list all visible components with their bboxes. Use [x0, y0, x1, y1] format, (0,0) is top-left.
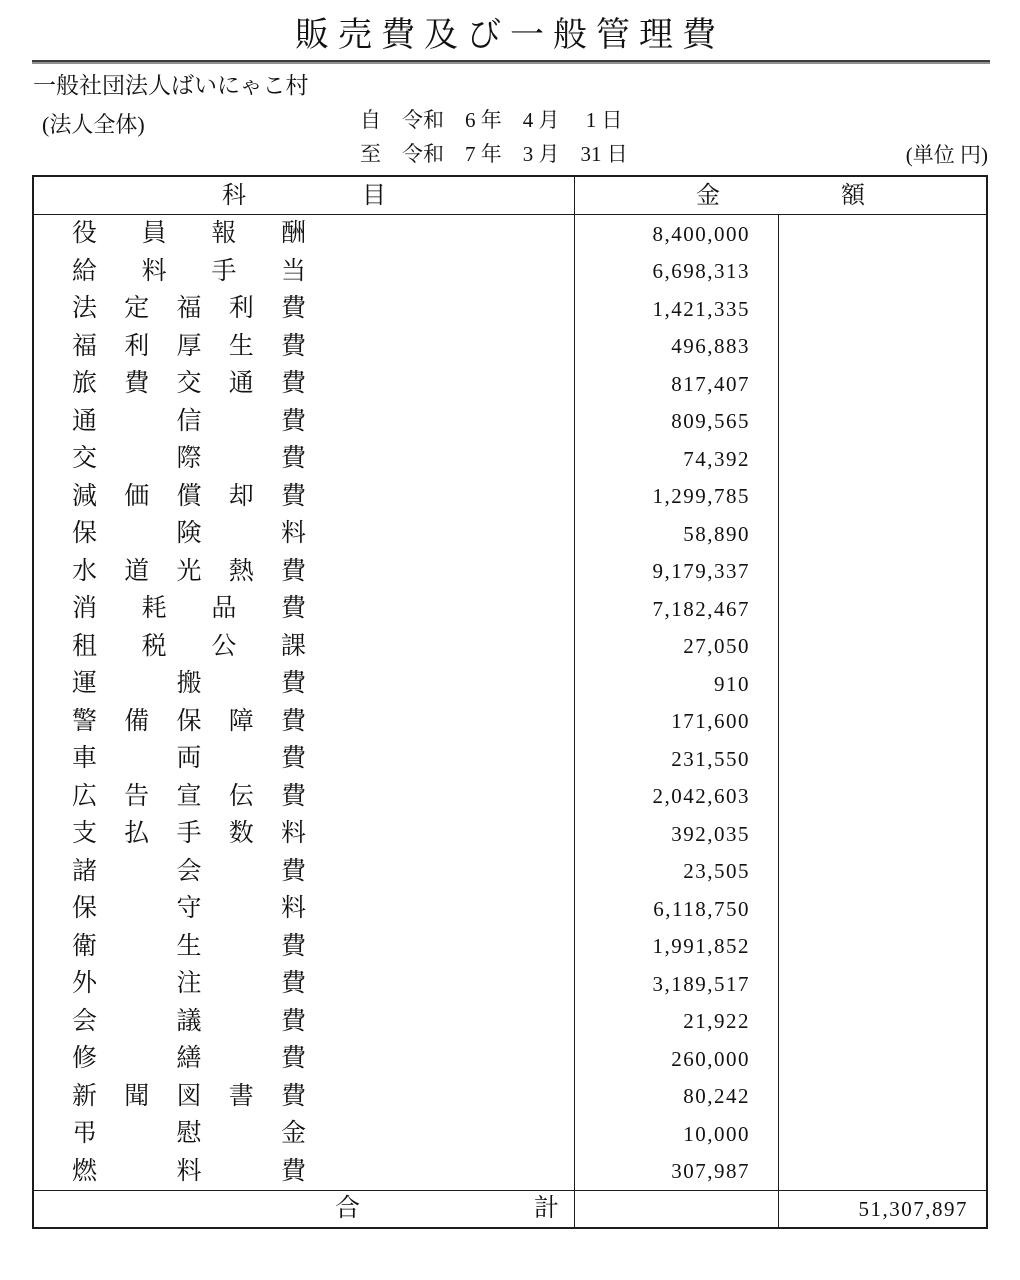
account-name-char: 保	[72, 895, 98, 923]
amount-cell	[575, 815, 779, 853]
account-name-char: 課	[280, 632, 306, 660]
account-name	[72, 328, 306, 366]
blank-cell	[779, 1040, 986, 1078]
account-name-char: 燃	[72, 1157, 98, 1185]
organization-name: 一般社団法人ばいにゃこ村	[33, 73, 309, 98]
blank-cell	[779, 253, 986, 291]
account-cell	[34, 703, 575, 741]
account-name	[72, 590, 306, 628]
blank-cell	[779, 290, 986, 328]
account-name-char: 給	[72, 257, 98, 285]
blank-cell	[779, 890, 986, 928]
account-name	[72, 365, 306, 403]
account-name	[72, 553, 306, 591]
amount-cell	[575, 965, 779, 1003]
account-name-char: 慰	[176, 1120, 202, 1148]
amount-cell	[575, 365, 779, 403]
account-name	[72, 928, 306, 966]
account-cell	[34, 628, 575, 666]
amount-cell	[575, 1078, 779, 1116]
table-row	[34, 853, 986, 891]
account-cell	[34, 1153, 575, 1191]
blank-cell	[779, 590, 986, 628]
account-name-char: 費	[280, 782, 306, 810]
account-cell	[34, 1115, 575, 1153]
account-name-char: 費	[280, 407, 306, 435]
account-name-char: 書	[228, 1082, 254, 1110]
account-name-char: 耗	[141, 595, 167, 623]
amount-value: 9,179,337	[652, 559, 750, 584]
amount-value: 8,400,000	[652, 221, 750, 246]
account-cell	[34, 1078, 575, 1116]
account-name-char: 議	[176, 1007, 202, 1035]
account-name-char: 守	[176, 895, 202, 923]
account-name-char: 信	[176, 407, 202, 435]
account-name-char: 生	[228, 332, 254, 360]
blank-cell	[779, 965, 986, 1003]
amount-value: 6,698,313	[652, 259, 750, 284]
amount-value: 496,883	[671, 334, 750, 359]
account-name	[72, 403, 306, 441]
account-name-char: 熱	[228, 557, 254, 585]
table-row	[34, 890, 986, 928]
account-name-char: 税	[141, 632, 167, 660]
blank-cell	[779, 328, 986, 366]
unit-label: (単位 円)	[905, 143, 988, 167]
account-cell	[34, 665, 575, 703]
account-name-char: 弔	[72, 1120, 98, 1148]
amount-value: 171,600	[671, 709, 750, 734]
total-label	[34, 1191, 574, 1227]
table-row	[34, 215, 986, 253]
amount-value: 10,000	[683, 1121, 750, 1146]
amount-cell	[575, 215, 779, 253]
account-name-char: 償	[176, 482, 202, 510]
table-row	[34, 778, 986, 816]
account-name-char: 料	[280, 520, 306, 548]
total-label-char: 計	[533, 1195, 559, 1223]
account-name-char: 障	[228, 707, 254, 735]
account-name-char: 外	[72, 970, 98, 998]
account-name-char: 旅	[72, 370, 98, 398]
table-row	[34, 403, 986, 441]
account-name-char: 通	[228, 370, 254, 398]
amount-cell	[575, 253, 779, 291]
amount-value: 1,299,785	[652, 484, 750, 509]
account-name-char: 租	[72, 632, 98, 660]
amount-value: 231,550	[671, 746, 750, 771]
account-name-char: 諸	[72, 857, 98, 885]
table-row	[34, 1040, 986, 1078]
account-name-char: 費	[280, 1157, 306, 1185]
amount-cell	[575, 1115, 779, 1153]
account-name-char: 伝	[228, 782, 254, 810]
account-name	[72, 778, 306, 816]
amount-value: 74,392	[683, 446, 750, 471]
account-cell	[34, 1003, 575, 1041]
amount-value: 1,421,335	[652, 296, 750, 321]
total-label-cell	[34, 1191, 575, 1227]
amount-value: 21,922	[683, 1009, 750, 1034]
account-name-char: 注	[176, 970, 202, 998]
account-name-char: 福	[176, 295, 202, 323]
amount-value: 27,050	[683, 634, 750, 659]
account-cell	[34, 553, 575, 591]
account-cell	[34, 928, 575, 966]
account-name	[72, 1078, 306, 1116]
account-name-char: 告	[124, 782, 150, 810]
account-name-char: 費	[124, 370, 150, 398]
account-name-char: 料	[280, 820, 306, 848]
account-name	[72, 815, 306, 853]
account-name-char: 料	[280, 895, 306, 923]
amount-value: 3,189,517	[652, 971, 750, 996]
amount-value: 809,565	[671, 409, 750, 434]
expenses-table	[32, 175, 988, 1229]
account-name-char: 光	[176, 557, 202, 585]
account-name	[72, 290, 306, 328]
table-row	[34, 815, 986, 853]
account-name-char: 報	[211, 220, 237, 248]
blank-cell	[779, 553, 986, 591]
table-row	[34, 928, 986, 966]
table-row	[34, 1153, 986, 1191]
amount-cell	[575, 553, 779, 591]
account-name-char: 手	[211, 257, 237, 285]
account-name-char: 費	[280, 295, 306, 323]
amount-value: 910	[714, 671, 750, 696]
account-name-char: 費	[280, 707, 306, 735]
amount-cell	[575, 703, 779, 741]
account-cell	[34, 253, 575, 291]
table-row	[34, 703, 986, 741]
amount-cell	[575, 628, 779, 666]
account-cell	[34, 403, 575, 441]
account-name-char: 当	[280, 257, 306, 285]
account-name-char: 払	[124, 820, 150, 848]
amount-value: 7,182,467	[652, 596, 750, 621]
total-amount-cell	[779, 1191, 986, 1227]
scope-label: (法人全体)	[42, 112, 145, 137]
table-row	[34, 478, 986, 516]
amount-value: 6,118,750	[653, 896, 750, 921]
account-name-char: 価	[124, 482, 150, 510]
table-row	[34, 590, 986, 628]
account-name-char: 厚	[176, 332, 202, 360]
account-name-char: 生	[176, 932, 202, 960]
account-name-char: 数	[228, 820, 254, 848]
account-name-char: 費	[280, 445, 306, 473]
account-name	[72, 478, 306, 516]
amount-value: 392,035	[671, 821, 750, 846]
amount-cell	[575, 1153, 779, 1191]
account-name-char: 費	[280, 970, 306, 998]
account-name-char: 険	[176, 520, 202, 548]
amount-value: 80,242	[683, 1084, 750, 1109]
account-name-char: 手	[176, 820, 202, 848]
account-name	[72, 1040, 306, 1078]
blank-cell	[779, 1115, 986, 1153]
blank-cell	[779, 365, 986, 403]
blank-cell	[779, 1153, 986, 1191]
blank-cell	[779, 703, 986, 741]
account-name-char: 修	[72, 1045, 98, 1073]
account-cell	[34, 515, 575, 553]
account-name-char: 金	[280, 1120, 306, 1148]
account-name-char: 費	[280, 932, 306, 960]
blank-cell	[779, 928, 986, 966]
account-name-char: 利	[228, 295, 254, 323]
account-cell	[34, 365, 575, 403]
account-name	[72, 740, 306, 778]
account-name-char: 却	[228, 482, 254, 510]
table-row	[34, 965, 986, 1003]
amount-value: 260,000	[671, 1046, 750, 1071]
amount-cell	[575, 403, 779, 441]
total-label-char: 合	[334, 1195, 360, 1223]
account-name-char: 公	[211, 632, 237, 660]
account-name-char: 通	[72, 407, 98, 435]
amount-cell	[575, 928, 779, 966]
total-middle-cell	[575, 1191, 779, 1227]
account-name-char: 会	[72, 1007, 98, 1035]
account-name-char: 費	[280, 370, 306, 398]
blank-cell	[779, 515, 986, 553]
blank-cell	[779, 665, 986, 703]
table-row	[34, 328, 986, 366]
table-row	[34, 740, 986, 778]
account-name-char: 費	[280, 857, 306, 885]
account-name-char: 交	[72, 445, 98, 473]
amount-cell	[575, 328, 779, 366]
amount-value: 817,407	[671, 371, 750, 396]
table-row	[34, 1078, 986, 1116]
account-cell	[34, 215, 575, 253]
account-name-char: 道	[124, 557, 150, 585]
account-name-char: 法	[72, 295, 98, 323]
account-cell	[34, 853, 575, 891]
account-name-char: 際	[176, 445, 202, 473]
account-name-char: 料	[141, 257, 167, 285]
account-cell	[34, 590, 575, 628]
table-row	[34, 1003, 986, 1041]
account-name-char: 員	[141, 220, 167, 248]
table-row	[34, 665, 986, 703]
table-row	[34, 253, 986, 291]
table-row	[34, 290, 986, 328]
blank-cell	[779, 403, 986, 441]
account-cell	[34, 890, 575, 928]
account-name-char: 支	[72, 820, 98, 848]
blank-cell	[779, 1078, 986, 1116]
account-name-char: 費	[280, 1045, 306, 1073]
account-name	[72, 853, 306, 891]
blank-cell	[779, 215, 986, 253]
title-underline	[32, 60, 990, 64]
blank-cell	[779, 440, 986, 478]
total-row	[34, 1190, 986, 1227]
amount-value: 58,890	[683, 521, 750, 546]
account-header	[34, 177, 574, 214]
account-name-char: 費	[280, 482, 306, 510]
account-name-char: 費	[280, 595, 306, 623]
total-amount: 51,307,897	[858, 1196, 968, 1221]
account-cell	[34, 440, 575, 478]
blank-cell	[779, 628, 986, 666]
account-name-char: 両	[176, 745, 202, 773]
amount-cell	[575, 740, 779, 778]
amount-cell	[575, 290, 779, 328]
account-name-char: 料	[176, 1157, 202, 1185]
account-name-char: 図	[176, 1082, 202, 1110]
table-row	[34, 553, 986, 591]
account-name-char: 交	[176, 370, 202, 398]
account-cell	[34, 290, 575, 328]
account-header-char: 目	[362, 182, 386, 209]
amount-header-cell	[575, 177, 986, 214]
amount-value: 1,991,852	[652, 934, 750, 959]
account-name	[72, 515, 306, 553]
account-name-char: 消	[72, 595, 98, 623]
table-row	[34, 515, 986, 553]
amount-cell	[575, 590, 779, 628]
account-name	[72, 1003, 306, 1041]
account-name	[72, 703, 306, 741]
account-name	[72, 1115, 306, 1153]
account-cell	[34, 478, 575, 516]
account-name-char: 酬	[280, 220, 306, 248]
table-row	[34, 1115, 986, 1153]
account-name-char: 保	[72, 520, 98, 548]
account-name-char: 運	[72, 670, 98, 698]
account-name-char: 品	[211, 595, 237, 623]
table-row	[34, 628, 986, 666]
account-cell	[34, 328, 575, 366]
account-name	[72, 965, 306, 1003]
account-cell	[34, 965, 575, 1003]
account-name-char: 利	[124, 332, 150, 360]
amount-cell	[575, 515, 779, 553]
account-name-char: 備	[124, 707, 150, 735]
account-name	[72, 440, 306, 478]
blank-cell	[779, 478, 986, 516]
account-cell	[34, 1040, 575, 1078]
blank-cell	[779, 853, 986, 891]
account-name	[72, 628, 306, 666]
amount-cell	[575, 778, 779, 816]
account-name-char: 費	[280, 557, 306, 585]
period-from: 自 令和 6 年 4 月 1 日	[360, 108, 623, 132]
amount-cell	[575, 890, 779, 928]
account-name-char: 福	[72, 332, 98, 360]
blank-cell	[779, 1003, 986, 1041]
amount-cell	[575, 665, 779, 703]
amount-value: 23,505	[683, 859, 750, 884]
account-name	[72, 890, 306, 928]
table-body	[34, 215, 986, 1190]
account-header-char: 科	[222, 182, 246, 209]
account-name-char: 広	[72, 782, 98, 810]
blank-cell	[779, 778, 986, 816]
account-name-char: 水	[72, 557, 98, 585]
account-name-char: 衛	[72, 932, 98, 960]
page-title: 販売費及び一般管理費	[295, 17, 725, 54]
account-name	[72, 665, 306, 703]
account-name-char: 費	[280, 745, 306, 773]
amount-value: 2,042,603	[652, 784, 750, 809]
table-row	[34, 365, 986, 403]
account-name	[72, 1153, 306, 1191]
amount-cell	[575, 1003, 779, 1041]
account-name	[72, 253, 306, 291]
account-cell	[34, 815, 575, 853]
account-name-char: 費	[280, 332, 306, 360]
account-name-char: 車	[72, 745, 98, 773]
amount-cell	[575, 478, 779, 516]
account-header-cell	[34, 177, 575, 214]
account-name-char: 定	[124, 295, 150, 323]
account-name-char: 宣	[176, 782, 202, 810]
account-name-char: 保	[176, 707, 202, 735]
blank-cell	[779, 815, 986, 853]
amount-value: 307,987	[671, 1159, 750, 1184]
amount-cell	[575, 1040, 779, 1078]
account-name-char: 搬	[176, 670, 202, 698]
account-name-char: 費	[280, 670, 306, 698]
account-name-char: 費	[280, 1007, 306, 1035]
account-cell	[34, 740, 575, 778]
account-name	[72, 215, 306, 253]
period-to: 至 令和 7 年 3 月 31 日	[360, 142, 628, 166]
account-name-char: 役	[72, 220, 98, 248]
account-cell	[34, 778, 575, 816]
table-header-row	[34, 177, 986, 215]
amount-header-char: 額	[841, 182, 865, 209]
table-row	[34, 440, 986, 478]
amount-cell	[575, 853, 779, 891]
account-name-char: 会	[176, 857, 202, 885]
account-name-char: 新	[72, 1082, 98, 1110]
blank-cell	[779, 740, 986, 778]
account-name-char: 聞	[124, 1082, 150, 1110]
account-name-char: 費	[280, 1082, 306, 1110]
account-name-char: 警	[72, 707, 98, 735]
account-name-char: 繕	[176, 1045, 202, 1073]
amount-header-char: 金	[696, 182, 720, 209]
amount-cell	[575, 440, 779, 478]
account-name-char: 減	[72, 482, 98, 510]
